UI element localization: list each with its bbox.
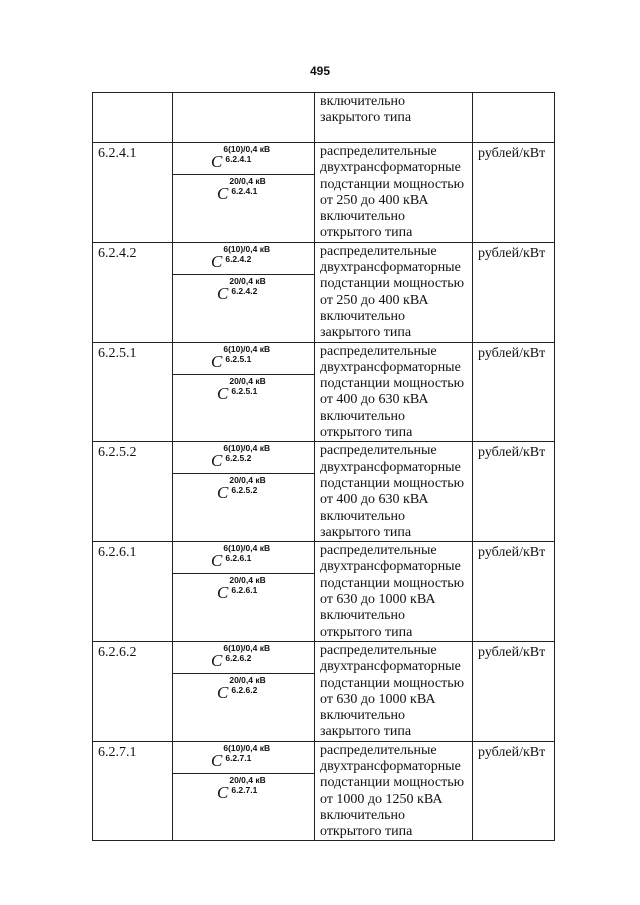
tariff-table	[92, 92, 555, 841]
desc-line: включительно	[320, 608, 406, 624]
tariff-formula	[217, 774, 266, 802]
code-cell	[93, 442, 173, 542]
desc-line: двухтрансформаторные	[320, 160, 461, 176]
desc-line: открытого типа	[320, 225, 413, 241]
desc-line: открытого типа	[320, 624, 413, 640]
desc-line: подстанции мощностью	[320, 276, 465, 292]
desc-line: подстанции мощностью	[320, 575, 465, 591]
description-cell	[315, 442, 473, 542]
desc-line: подстанции мощностью	[320, 376, 465, 392]
unit-cell	[473, 143, 555, 243]
formula-superscript: 20/0,4 кВ	[229, 674, 266, 685]
table-row	[93, 542, 555, 642]
code-cell	[93, 741, 173, 841]
formula-bottom	[173, 275, 314, 342]
tariff-formula	[217, 176, 266, 203]
unit-cell	[473, 342, 555, 442]
formula-subscript: 6.2.5.2	[225, 453, 252, 464]
formula-superscript: 6(10)/0,4 кВ	[223, 642, 271, 653]
table-row	[93, 641, 555, 741]
formula-superscript: 6(10)/0,4 кВ	[223, 443, 271, 454]
desc-line: подстанции мощностью	[320, 475, 465, 491]
desc-line: от 630 до 1000 кВА	[320, 691, 436, 707]
formula-superscript: 6(10)/0,4 кВ	[223, 343, 271, 354]
formula-superscript: 20/0,4 кВ	[229, 176, 266, 186]
row-code: 6.2.5.1	[98, 345, 137, 361]
description-cell	[315, 641, 473, 741]
formula-base: C	[217, 682, 229, 702]
desc-line: от 250 до 400 кВА	[320, 292, 429, 308]
formula-base: C	[217, 782, 229, 802]
formula-subscript: 6.2.5.2	[231, 485, 258, 496]
formula-base: C	[211, 152, 223, 171]
formula-superscript: 6(10)/0,4 кВ	[223, 144, 271, 154]
formula-subscript: 6.2.7.1	[231, 784, 258, 795]
formula-subscript: 6.2.4.1	[231, 186, 258, 196]
formula-superscript: 20/0,4 кВ	[229, 275, 266, 286]
table-row	[93, 342, 555, 442]
formula-superscript: 20/0,4 кВ	[229, 774, 266, 785]
tariff-formula	[211, 343, 271, 371]
unit-cell	[473, 442, 555, 542]
description-cell	[315, 342, 473, 442]
formula-bottom	[173, 375, 314, 442]
tariff-formula	[211, 443, 271, 471]
tariff-formula	[217, 575, 266, 603]
formula-bottom	[173, 574, 314, 641]
formula-superscript: 6(10)/0,4 кВ	[223, 742, 271, 753]
desc-line: распределительные	[320, 742, 437, 758]
formula-base: C	[217, 583, 229, 603]
tariff-formula	[211, 543, 271, 571]
tariff-formula	[211, 243, 271, 271]
unit-cell	[473, 242, 555, 342]
row-code: 6.2.4.2	[98, 245, 137, 261]
formula-subscript: 6.2.7.1	[225, 752, 252, 763]
formula-subscript: 6.2.5.1	[231, 385, 258, 396]
desc-line: двухтрансформаторные	[320, 260, 461, 276]
formula-top	[173, 143, 314, 175]
desc-line: распределительные	[320, 243, 437, 259]
row-code: 6.2.7.1	[98, 744, 137, 760]
formula-subscript: 6.2.6.1	[231, 585, 258, 596]
desc-line: подстанции мощностью	[320, 775, 465, 791]
description-cell	[315, 542, 473, 642]
tariff-formula	[217, 375, 266, 403]
desc-line: двухтрансформаторные	[320, 459, 461, 475]
desc-line: включительно	[320, 708, 406, 724]
desc-line: закрытого типа	[320, 325, 412, 341]
unit-label: рублей/кВт	[478, 445, 546, 461]
unit-label: рублей/кВт	[478, 744, 546, 760]
formula-base: C	[211, 351, 223, 371]
formula-bottom	[173, 474, 314, 541]
desc-line: от 630 до 1000 кВА	[320, 592, 436, 608]
desc-line: распределительные	[320, 343, 437, 359]
formula-base: C	[217, 184, 229, 203]
formula-base: C	[211, 251, 223, 271]
code-cell	[93, 143, 173, 243]
desc-line: распределительные	[320, 144, 437, 159]
desc-line: включительно	[320, 209, 406, 225]
desc-line: закрытого типа	[320, 524, 412, 540]
formula-top	[173, 642, 314, 674]
tariff-formula	[211, 144, 271, 171]
unit-label: рублей/кВт	[478, 545, 546, 561]
formula-superscript: 6(10)/0,4 кВ	[223, 543, 271, 554]
code-cell	[93, 242, 173, 342]
desc-line: закрытого типа	[320, 724, 412, 740]
desc-line: открытого типа	[320, 824, 413, 840]
formula-superscript: 20/0,4 кВ	[229, 475, 266, 486]
formula-cell	[173, 143, 315, 243]
code-cell	[93, 342, 173, 442]
row-code: 6.2.6.1	[98, 545, 137, 561]
desc-line: распределительные	[320, 642, 437, 658]
unit-label: рублей/кВт	[478, 245, 546, 261]
description-cell	[315, 143, 473, 243]
formula-subscript: 6.2.4.1	[225, 154, 252, 164]
formula-subscript: 6.2.4.2	[225, 253, 252, 264]
unit-label: рублей/кВт	[478, 146, 546, 161]
desc-line: подстанции мощностью	[320, 176, 465, 192]
table-row	[93, 143, 555, 243]
formula-base: C	[217, 383, 229, 403]
unit-label: рублей/кВт	[478, 644, 546, 660]
code-cell	[93, 641, 173, 741]
formula-base: C	[211, 750, 223, 770]
formula-base: C	[211, 451, 223, 471]
formula-cell	[173, 741, 315, 841]
desc-line: включительно	[320, 408, 406, 424]
formula-cell	[173, 641, 315, 741]
formula-cell	[173, 442, 315, 542]
desc-line: подстанции мощностью	[320, 675, 465, 691]
formula-cell	[173, 242, 315, 342]
formula-bottom	[173, 674, 314, 741]
code-cell	[93, 542, 173, 642]
unit-cell	[473, 542, 555, 642]
formula-subscript: 6.2.6.1	[225, 553, 252, 564]
description-cell	[315, 741, 473, 841]
formula-bottom	[173, 774, 314, 841]
formula-cell	[173, 542, 315, 642]
desc-line: включительно	[320, 807, 406, 823]
formula-base: C	[217, 283, 229, 303]
desc-line: включительно	[320, 308, 406, 324]
description-cell	[315, 242, 473, 342]
formula-superscript: 20/0,4 кВ	[229, 575, 266, 586]
tariff-formula	[217, 275, 266, 303]
formula-bottom	[173, 175, 314, 242]
formula-top	[173, 542, 314, 574]
formula-top	[173, 343, 314, 375]
formula-top	[173, 742, 314, 774]
tariff-formula	[217, 674, 266, 702]
row-code: 6.2.5.2	[98, 445, 137, 461]
formula-cell	[173, 93, 315, 143]
formula-base: C	[211, 551, 223, 571]
continuation-row	[93, 93, 555, 143]
tariff-formula	[217, 475, 266, 503]
desc-line: от 1000 до 1250 кВА	[320, 791, 443, 807]
formula-subscript: 6.2.4.2	[231, 285, 258, 296]
formula-subscript: 6.2.5.1	[225, 353, 252, 364]
formula-top	[173, 243, 314, 275]
code-cell	[93, 93, 173, 143]
table-row	[93, 442, 555, 542]
formula-base: C	[217, 483, 229, 503]
formula-cell	[173, 342, 315, 442]
desc-line: распределительные	[320, 443, 437, 459]
desc-line: двухтрансформаторные	[320, 659, 461, 675]
row-code: 6.2.4.1	[98, 146, 137, 161]
formula-subscript: 6.2.6.2	[225, 652, 252, 663]
description-cell	[315, 93, 473, 143]
desc-line: открытого типа	[320, 425, 413, 441]
tariff-formula	[211, 742, 271, 770]
tariff-table-body	[93, 93, 555, 841]
desc-line: двухтрансформаторные	[320, 758, 461, 774]
formula-superscript: 20/0,4 кВ	[229, 375, 266, 386]
tariff-formula	[211, 642, 271, 670]
desc-line: от 400 до 630 кВА	[320, 392, 429, 408]
unit-cell	[473, 641, 555, 741]
unit-cell	[473, 93, 555, 143]
desc-line: включительно	[320, 508, 406, 524]
page-number: 495	[309, 64, 331, 78]
unit-cell	[473, 741, 555, 841]
desc-line: распределительные	[320, 543, 437, 559]
desc-line: закрытого типа	[320, 110, 412, 126]
formula-subscript: 6.2.6.2	[231, 684, 258, 695]
desc-line: от 400 до 630 кВА	[320, 492, 429, 508]
table-row	[93, 741, 555, 841]
row-code: 6.2.6.2	[98, 644, 137, 660]
formula-top	[173, 442, 314, 474]
table-row	[93, 242, 555, 342]
formula-superscript: 6(10)/0,4 кВ	[223, 243, 271, 254]
desc-line: от 250 до 400 кВА	[320, 192, 429, 208]
desc-line: включительно	[320, 94, 406, 109]
unit-label: рублей/кВт	[478, 345, 546, 361]
desc-line: двухтрансформаторные	[320, 559, 461, 575]
desc-line: двухтрансформаторные	[320, 359, 461, 375]
formula-base: C	[211, 650, 223, 670]
